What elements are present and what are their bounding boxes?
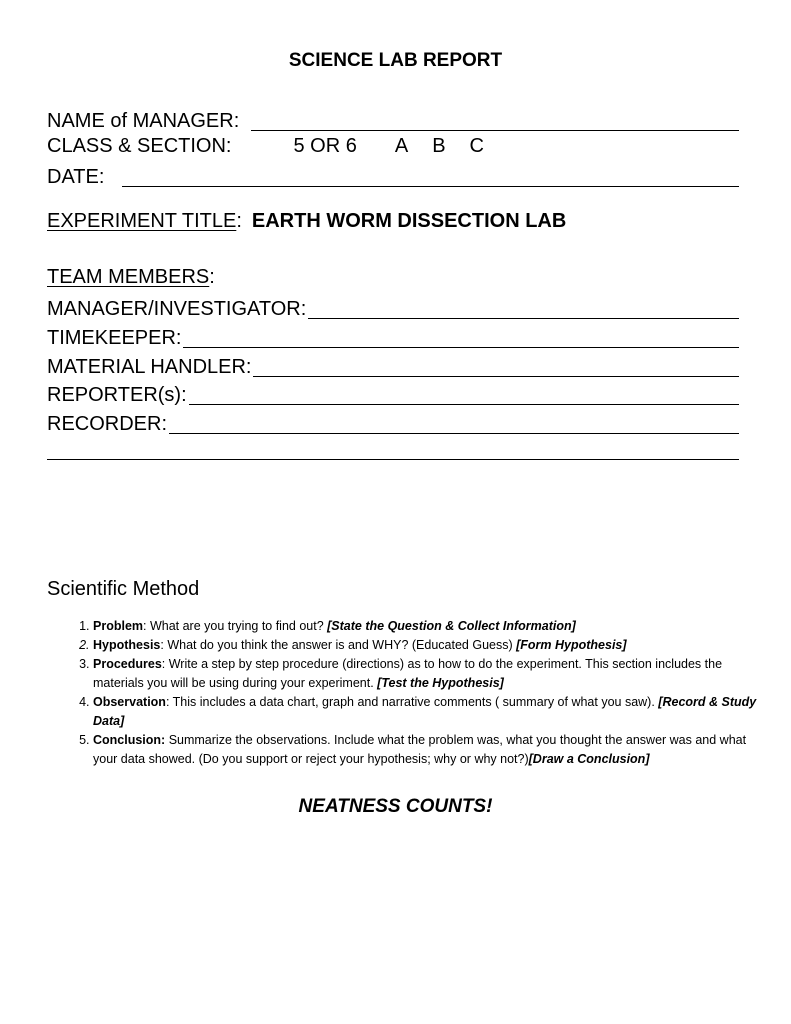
date-label: DATE: [47,166,105,188]
class-section-options [294,134,485,158]
role-timekeeper-field[interactable] [183,327,739,348]
method-text: : What are you trying to find out? [143,619,328,633]
method-tag: [Draw a Conclusion] [528,752,650,766]
role-manager-investigator-field[interactable] [308,298,739,319]
class-section-row [47,134,739,158]
extra-blank-line[interactable] [47,459,739,460]
neatness-note: NEATNESS COUNTS! [298,796,493,817]
method-tag: [Record & Study Data] [93,695,757,728]
role-manager-investigator-label: MANAGER/INVESTIGATOR: [47,298,307,320]
team-role-row [47,294,739,321]
experiment-row [47,209,739,233]
method-term: Hypothesis [93,638,161,652]
role-reporter-label: REPORTER(s): [47,384,187,406]
method-text: : What do you think the answer is and WHY? (Educated Guess) [160,638,517,652]
role-recorder-label: RECORDER: [47,413,168,435]
list-item [93,617,773,636]
team-role-row [47,409,739,436]
list-item [93,636,773,655]
section-option-c[interactable]: C [469,135,484,157]
role-recorder-field[interactable] [169,413,739,434]
experiment-title-value: EARTH WORM DISSECTION LAB [251,210,567,232]
team-role-row [47,380,739,407]
list-item [93,693,773,731]
method-tag: [Test the Hypothesis] [377,676,504,690]
role-material-handler-label: MATERIAL HANDLER: [47,356,252,378]
list-item [93,655,773,693]
method-tag: [Form Hypothesis] [516,638,627,652]
list-item [93,731,773,769]
class-section-label: CLASS & SECTION: [47,135,232,157]
role-material-handler-field[interactable] [253,356,739,377]
role-reporter-field[interactable] [189,384,739,405]
method-text: Summarize the observations. Include what the problem was, what you thought the answer was and what your data showed. (Do you support or reject your hypothesis; why or why not?) [93,733,747,766]
manager-name-row [47,106,739,133]
team-members-colon: : [209,266,215,288]
scientific-method-list [60,617,773,769]
scientific-method-heading: Scientific Method [47,578,200,600]
page-title: SCIENCE LAB REPORT [288,50,503,71]
manager-name-field[interactable] [251,110,739,131]
section-option-b[interactable]: B [432,135,446,157]
manager-name-label: NAME of MANAGER: [47,110,240,132]
team-members-heading-row [47,265,739,289]
team-members-heading: TEAM MEMBERS [47,266,210,288]
method-tag: [State the Question & Collect Information] [327,619,576,633]
section-option-a[interactable]: A [394,135,409,157]
date-field[interactable] [122,166,739,187]
team-role-row [47,352,739,379]
class-grade-option[interactable]: 5 OR 6 [293,135,357,157]
method-term: Problem [93,619,144,633]
method-term: Conclusion: [93,733,166,747]
method-text: : Write a step by step procedure (directions) as to how to do the experiment. This section includes the materials you will be using during your experiment. [93,657,723,690]
method-term: Procedures [93,657,162,671]
method-term: Observation [93,695,166,709]
experiment-title-colon: : [236,210,242,232]
role-timekeeper-label: TIMEKEEPER: [47,327,182,349]
team-role-row [47,323,739,350]
experiment-title-label: EXPERIMENT TITLE [47,210,237,232]
date-row [47,162,739,189]
method-text: : This includes a data chart, graph and narrative comments ( summary of what you saw). [165,695,659,709]
